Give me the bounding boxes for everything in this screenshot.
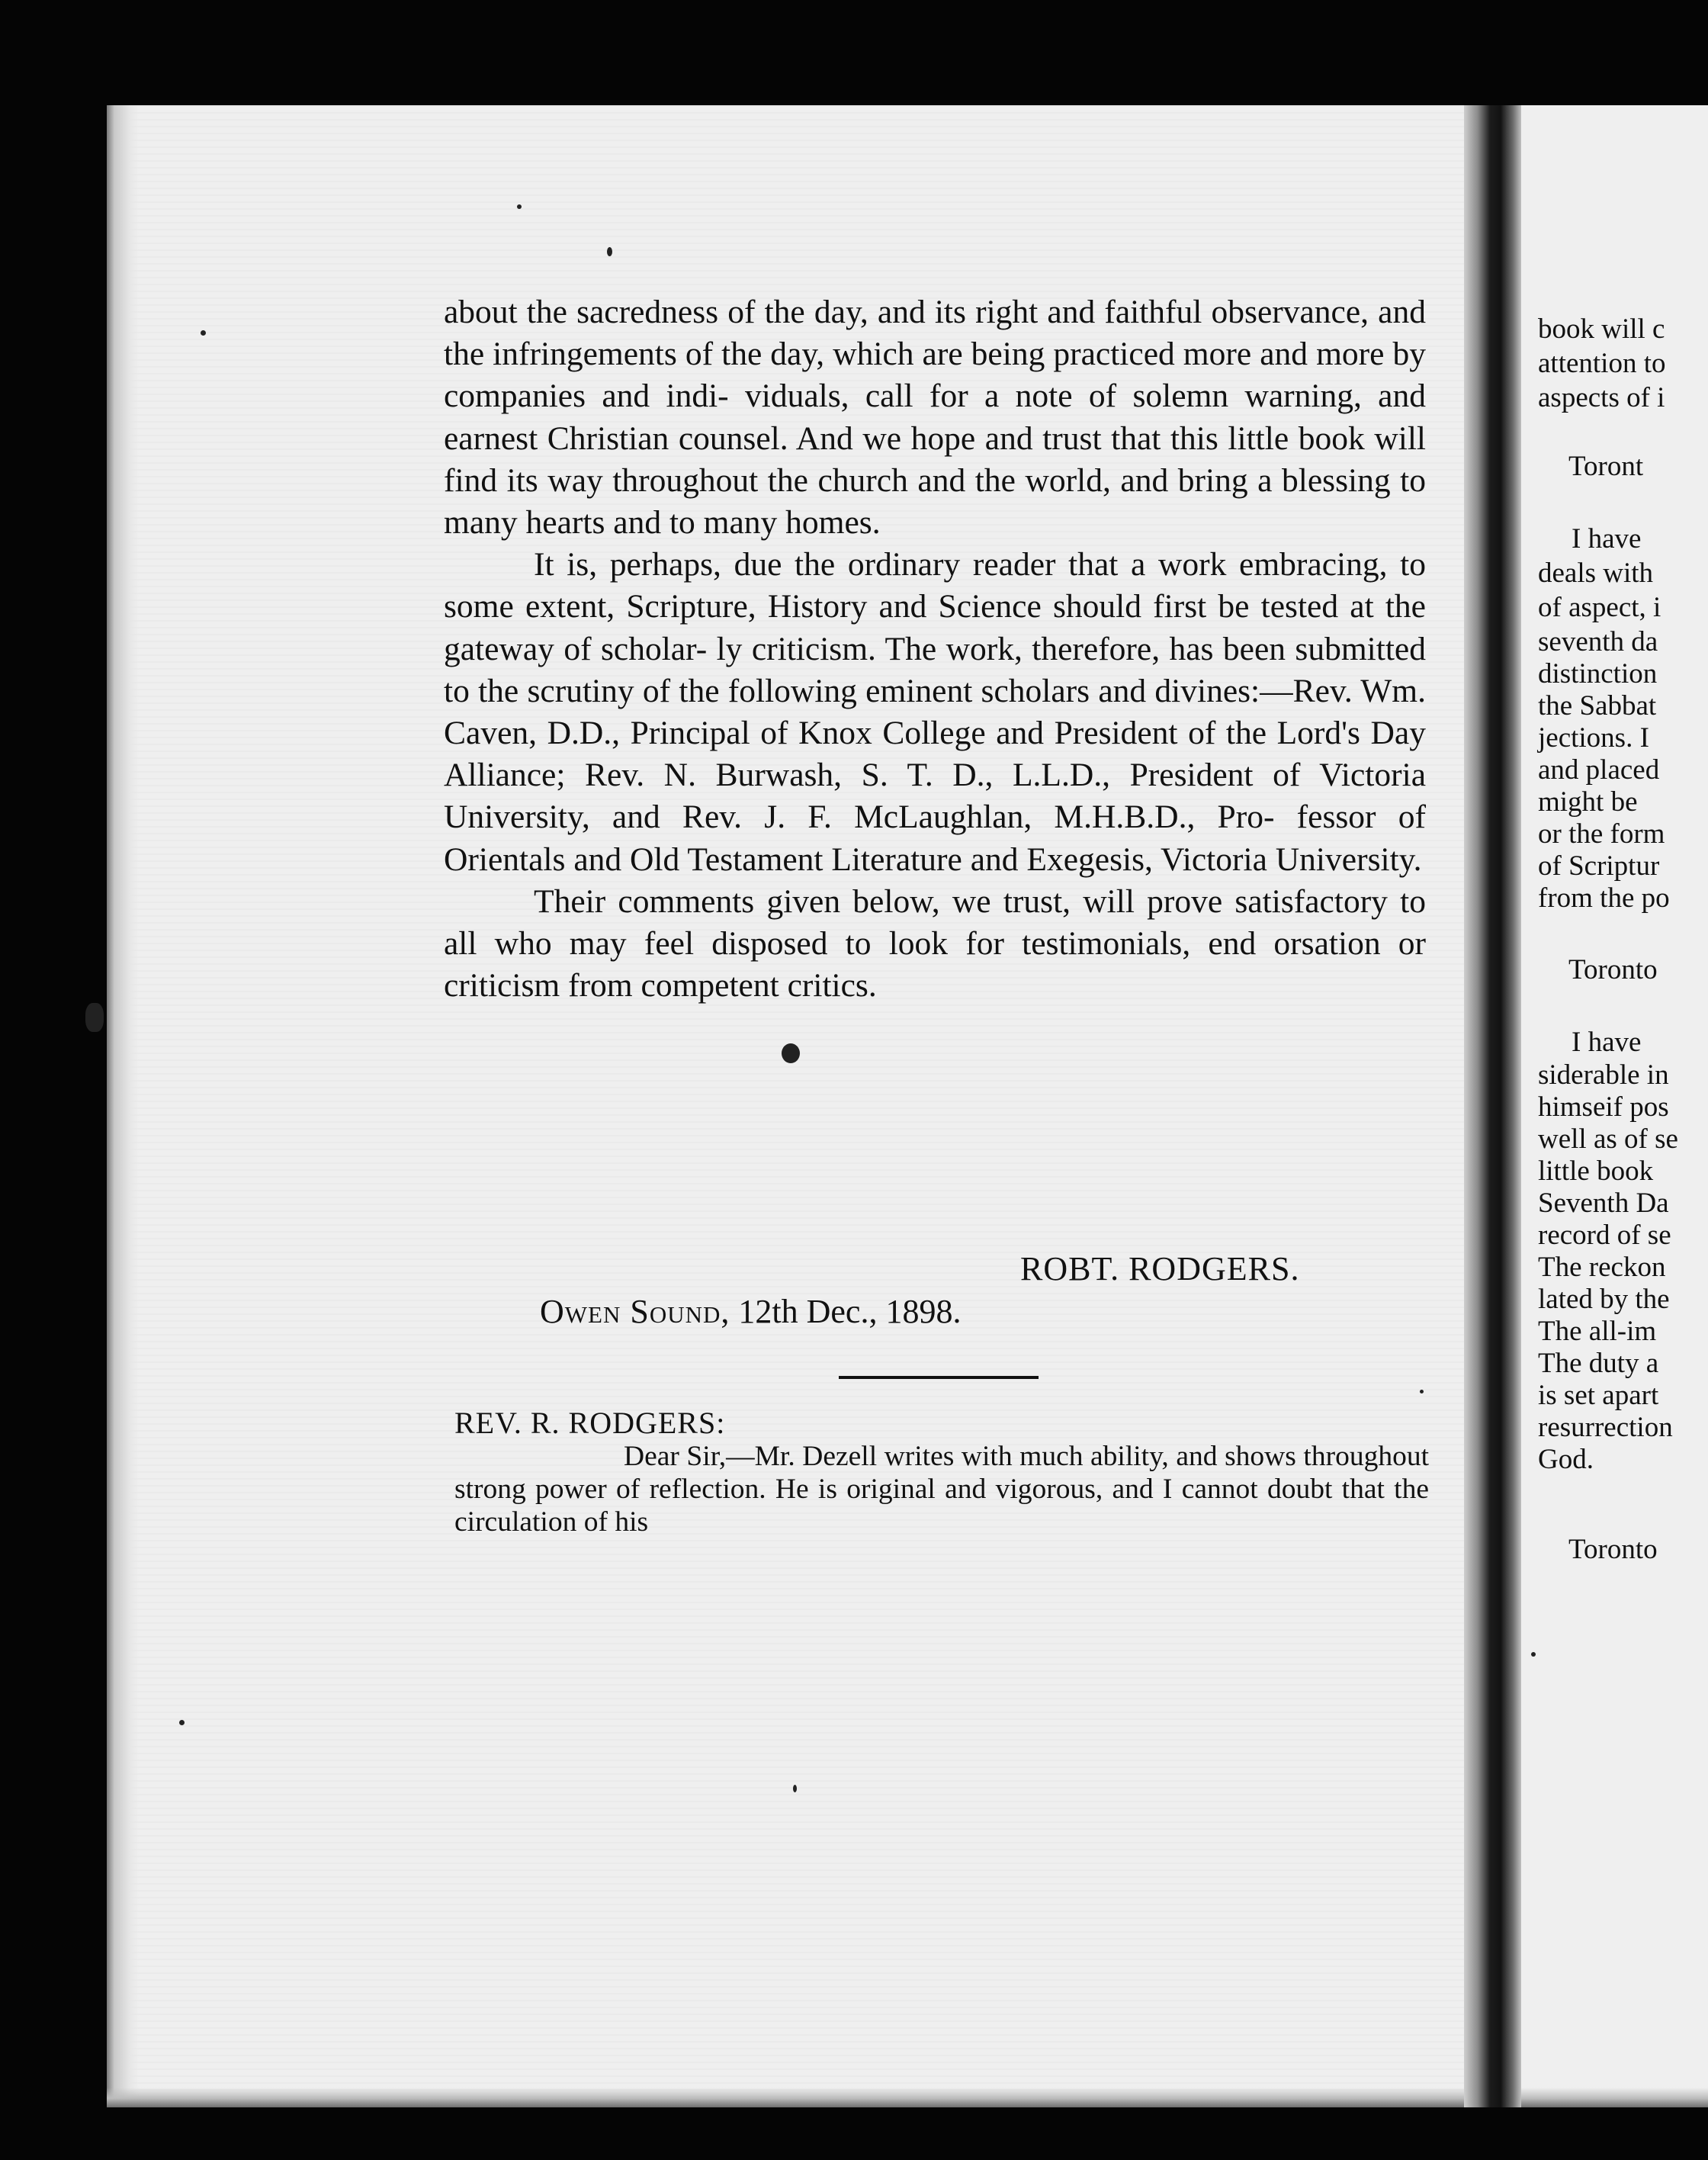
letter-paragraph: Dear Sir,—Mr. Dezell writes with much ability, and shows throughout strong power of reflection. He is original and vigorous, and I cannot doubt that the circulation of his: [454, 1441, 1429, 1538]
right-page-line: is set apart: [1538, 1380, 1659, 1411]
paragraph: It is, perhaps, due the ordinary reader that a work embracing, to some extent, Scripture, History and Science should first be tested at the gateway of scholar- ly criticism. The work, therefore, has been submitted to the scrutiny of the following eminent scholars and divines:—Rev. Wm. Caven, D.D., Principal of Knox College and President of the Lord's Day Alliance; Rev. N. Burwash, S. T. D., L.L.D., President of Victoria University, and Rev. J. F. McLaughlan, M.H.B.D., Pro- fessor of Orientals and Old Testament Literature and Exegesis, Victoria University.: [444, 546, 1426, 878]
right-page-line: Toronto: [1568, 954, 1658, 985]
paragraph: Their comments given below, we trust, will prove satisfactory to all who may feel disposed to look for testimonials, end orsation or criticism from competent critics.: [444, 882, 1426, 1004]
right-page-line: might be: [1538, 786, 1638, 818]
signature: ROBT. RODGERS.: [1020, 1250, 1300, 1287]
right-page-line: jections. I: [1538, 722, 1649, 754]
ink-speck: [1420, 1390, 1424, 1393]
page-edge-shadow: [107, 105, 139, 2107]
right-page-line: Seventh Da: [1538, 1188, 1669, 1219]
right-page-line: aspects of i: [1538, 382, 1665, 413]
page-bottom-shadow: [107, 2088, 1487, 2107]
right-page-line: attention to: [1538, 348, 1666, 379]
right-page-line: seventh da: [1538, 626, 1658, 657]
right-page-line: God.: [1538, 1444, 1594, 1475]
right-page-line: from the po: [1538, 882, 1670, 914]
letter-body: [454, 1440, 1429, 1538]
main-text-block: [444, 291, 1426, 1007]
ink-speck: [607, 247, 612, 256]
right-page-line: Toronto: [1568, 1534, 1658, 1565]
ink-speck: [517, 204, 522, 209]
book-gutter: [1464, 105, 1523, 2107]
ink-speck: [782, 1043, 800, 1063]
right-page-line: I have: [1572, 1027, 1642, 1058]
right-page-line: the Sabbat: [1538, 690, 1657, 722]
right-page-line: The duty a: [1538, 1348, 1659, 1379]
right-page-line: or the form: [1538, 818, 1665, 850]
right-page-line: of aspect, i: [1538, 592, 1661, 623]
dateline-date: 12th Dec., 1898.: [738, 1293, 962, 1330]
right-page-line: record of se: [1538, 1220, 1671, 1251]
section-divider: [839, 1376, 1039, 1379]
ink-speck: [1531, 1652, 1536, 1657]
dateline-place: Owen Sound,: [540, 1293, 730, 1330]
right-page-line: The reckon: [1538, 1252, 1666, 1283]
right-page-line: himseif pos: [1538, 1091, 1669, 1123]
right-page-line: lated by the: [1538, 1284, 1670, 1315]
right-page-line: book will c: [1538, 313, 1665, 345]
ink-speck: [201, 330, 206, 336]
ink-speck: [179, 1720, 185, 1725]
right-page: [1521, 105, 1708, 2107]
ink-speck: [85, 1003, 104, 1032]
right-page-line: I have: [1572, 523, 1642, 554]
right-page-line: Toront: [1568, 451, 1644, 482]
page-bottom-shadow: [1521, 2088, 1708, 2107]
right-page-line: and placed: [1538, 754, 1660, 786]
ink-speck: [793, 1785, 797, 1792]
right-page-line: The all-im: [1538, 1316, 1657, 1347]
right-page-line: resurrection: [1538, 1412, 1673, 1443]
letter-salutation-head: REV. R. RODGERS:: [454, 1406, 726, 1440]
right-page-line: of Scriptur: [1538, 850, 1660, 882]
dateline: [540, 1292, 961, 1331]
right-page-line: deals with: [1538, 558, 1654, 589]
paragraph: about the sacredness of the day, and its right and faithful observance, and the infringements of the day, which are being practiced more and more by companies and indi- viduals, call for a note of solemn warning, and earnest Christian counsel. And we hope and trust that this little book will find its way throughout the church and the world, and bring a blessing to many hearts and to many homes.: [444, 294, 1426, 542]
right-page-line: distinction: [1538, 658, 1658, 689]
right-page-line: siderable in: [1538, 1059, 1669, 1091]
right-page-line: little book: [1538, 1156, 1654, 1187]
right-page-line: well as of se: [1538, 1123, 1678, 1155]
